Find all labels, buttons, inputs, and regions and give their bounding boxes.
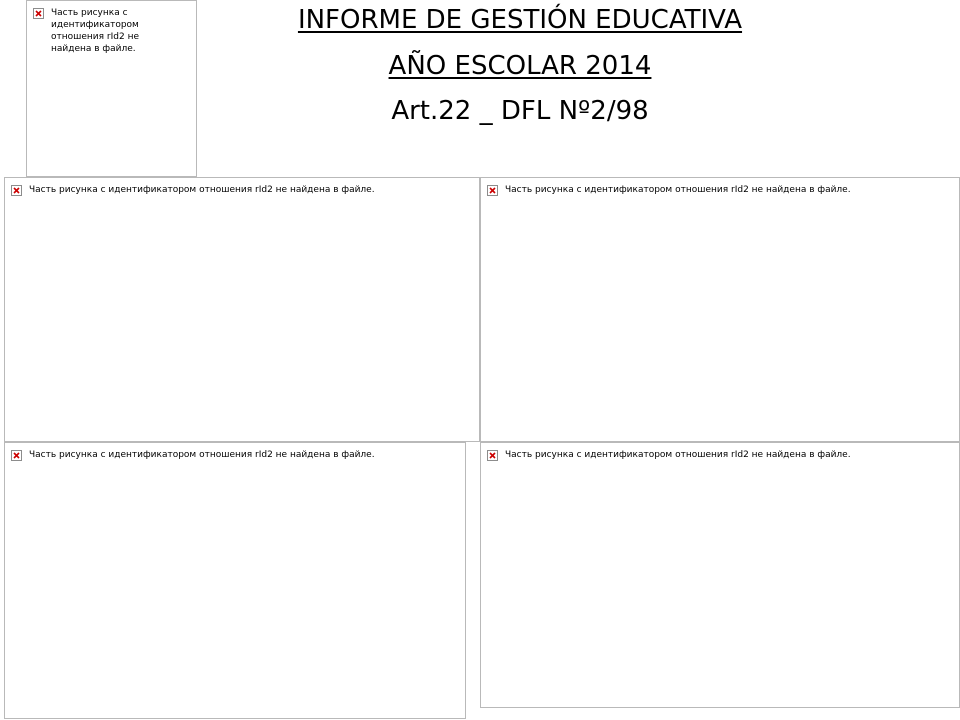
report-title: INFORME DE GESTIÓN EDUCATIVA	[297, 5, 743, 35]
image-panel-bottom-left	[4, 442, 466, 719]
missing-image-message: Часть рисунка с идентификатором отношения rId2 не найдена в файле.	[29, 185, 375, 195]
logo-image-placeholder	[26, 0, 197, 177]
missing-image-message: Часть рисунка с идентификатором отношения rId2 не найдена в файле.	[505, 450, 851, 460]
image-panel-bottom-right	[480, 442, 960, 708]
broken-image-icon	[33, 8, 44, 19]
missing-image-message: Часть рисунка с идентификатором отношения rId2 не найдена в файле.	[51, 8, 139, 54]
broken-image-icon	[487, 185, 498, 196]
broken-image-icon	[487, 450, 498, 461]
image-panel-top-left	[4, 177, 480, 442]
missing-image-message: Часть рисунка с идентификатором отношения rId2 не найдена в файле.	[29, 450, 375, 460]
legal-reference: Art.22 _ DFL Nº2/98	[391, 96, 649, 126]
image-panel-top-right	[480, 177, 960, 442]
school-year-subtitle: AÑO ESCOLAR 2014	[388, 51, 652, 81]
broken-image-icon	[11, 185, 22, 196]
broken-image-icon	[11, 450, 22, 461]
missing-image-message: Часть рисунка с идентификатором отношения rId2 не найдена в файле.	[505, 185, 851, 195]
